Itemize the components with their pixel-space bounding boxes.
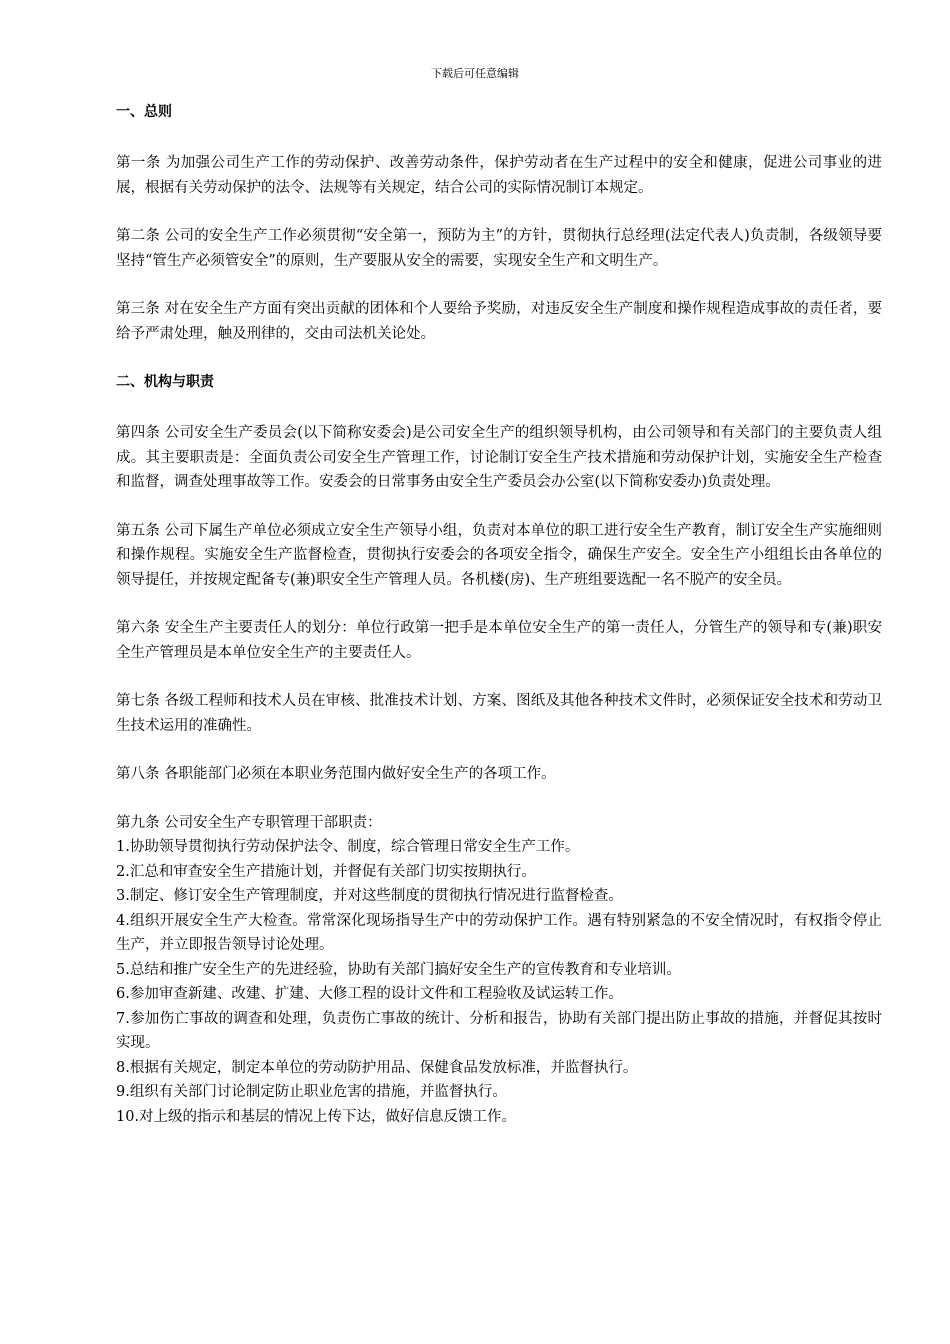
list-item: 2.汇总和审查安全生产措施计划，并督促有关部门切实按期执行。: [116, 863, 536, 880]
article-4: 第四条 公司安全生产委员会(以下简称安委会)是公司安全生产的组织领导机构，由公司领导和有关部门的主要负责人组成。其主要职责是：全面负责公司安全生产管理工作，讨论制订安全生产技术措施和劳动保护计划，实施安全生产检查和监督，调查处理事故等工作。安委会的日常事务由安全生产委员会办公室(以下简称安委办)负责处理。: [116, 425, 882, 490]
section-heading-organization: 二、机构与职责: [116, 374, 214, 390]
article-9-title: 第九条 公司安全生产专职管理干部职责：: [116, 814, 382, 831]
document-body: [116, 100, 882, 1129]
article-2: 第二条 公司的安全生产工作必须贯彻“安全第一，预防为主”的方针，贯彻执行总经理(法定代表人)负责制，各级领导要坚持“管生产必须管安全”的原则，生产要服从安全的需要，实现安全生产和文明生产。: [116, 228, 882, 269]
list-item: 6.参加审查新建、改建、扩建、大修工程的设计文件和工程验收及试运转工作。: [116, 986, 623, 1002]
list-item: 10.对上级的指示和基层的情况上传下达，做好信息反馈工作。: [116, 1108, 517, 1125]
article-1: 第一条 为加强公司生产工作的劳动保护、改善劳动条件，保护劳动者在生产过程中的安全和健康，促进公司事业的进展，根据有关劳动保护的法令、法规等有关规定，结合公司的实际情况制订本规定。: [116, 155, 882, 196]
list-item: 7.参加伤亡事故的调查和处理，负责伤亡事故的统计、分析和报告，协助有关部门提出防止事故的措施，并督促其按时实现。: [116, 1010, 882, 1051]
article-8: 第八条 各职能部门必须在本职业务范围内做好安全生产的各项工作。: [116, 766, 556, 782]
list-item: 3.制定、修订安全生产管理制度，并对这些制度的贯彻执行情况进行监督检查。: [116, 888, 623, 904]
article-6: 第六条 安全生产主要责任人的划分：单位行政第一把手是本单位安全生产的第一责任人，分管生产的领导和专(兼)职安全生产管理员是本单位安全生产的主要责任人。: [116, 620, 882, 661]
section-heading-general: 一、总则: [116, 104, 172, 120]
article-7: 第七条 各级工程师和技术人员在审核、批准技术计划、方案、图纸及其他各种技术文件时，必须保证安全技术和劳动卫生技术运用的准确性。: [116, 693, 882, 734]
list-item: 8.根据有关规定，制定本单位的劳动防护用品、保健食品发放标准，并监督执行。: [116, 1059, 638, 1076]
list-item: 4.组织开展安全生产大检查。常常深化现场指导生产中的劳动保护工作。遇有特别紧急的不安全情况时，有权指令停止生产，并立即报告领导讨论处理。: [116, 912, 882, 953]
list-item: 1.协助领导贯彻执行劳动保护法令、制度，综合管理日常安全生产工作。: [116, 839, 580, 855]
article-9-list: [116, 835, 882, 1129]
header-note: 下载后可任意编辑: [431, 67, 519, 80]
article-5: 第五条 公司下属生产单位必须成立安全生产领导小组，负责对本单位的职工进行安全生产教育，制订安全生产实施细则和操作规程。实施安全生产监督检查，贯彻执行安委会的各项安全指令，确保生产安全。安全生产小组组长由各单位的领导提任，并按规定配备专(兼)职安全生产管理人员。各机楼(房)、生产班组要选配一名不脱产的安全员。: [116, 522, 882, 588]
list-item: 9.组织有关部门讨论制定防止职业危害的措施，并监督执行。: [116, 1084, 507, 1100]
list-item: 5.总结和推广安全生产的先进经验，协助有关部门搞好安全生产的宣传教育和专业培训。: [116, 961, 681, 978]
article-3: 第三条 对在安全生产方面有突出贡献的团体和个人要给予奖励，对违反安全生产制度和操作规程造成事故的责任者，要给予严肃处理，触及刑律的，交由司法机关论处。: [116, 301, 882, 342]
